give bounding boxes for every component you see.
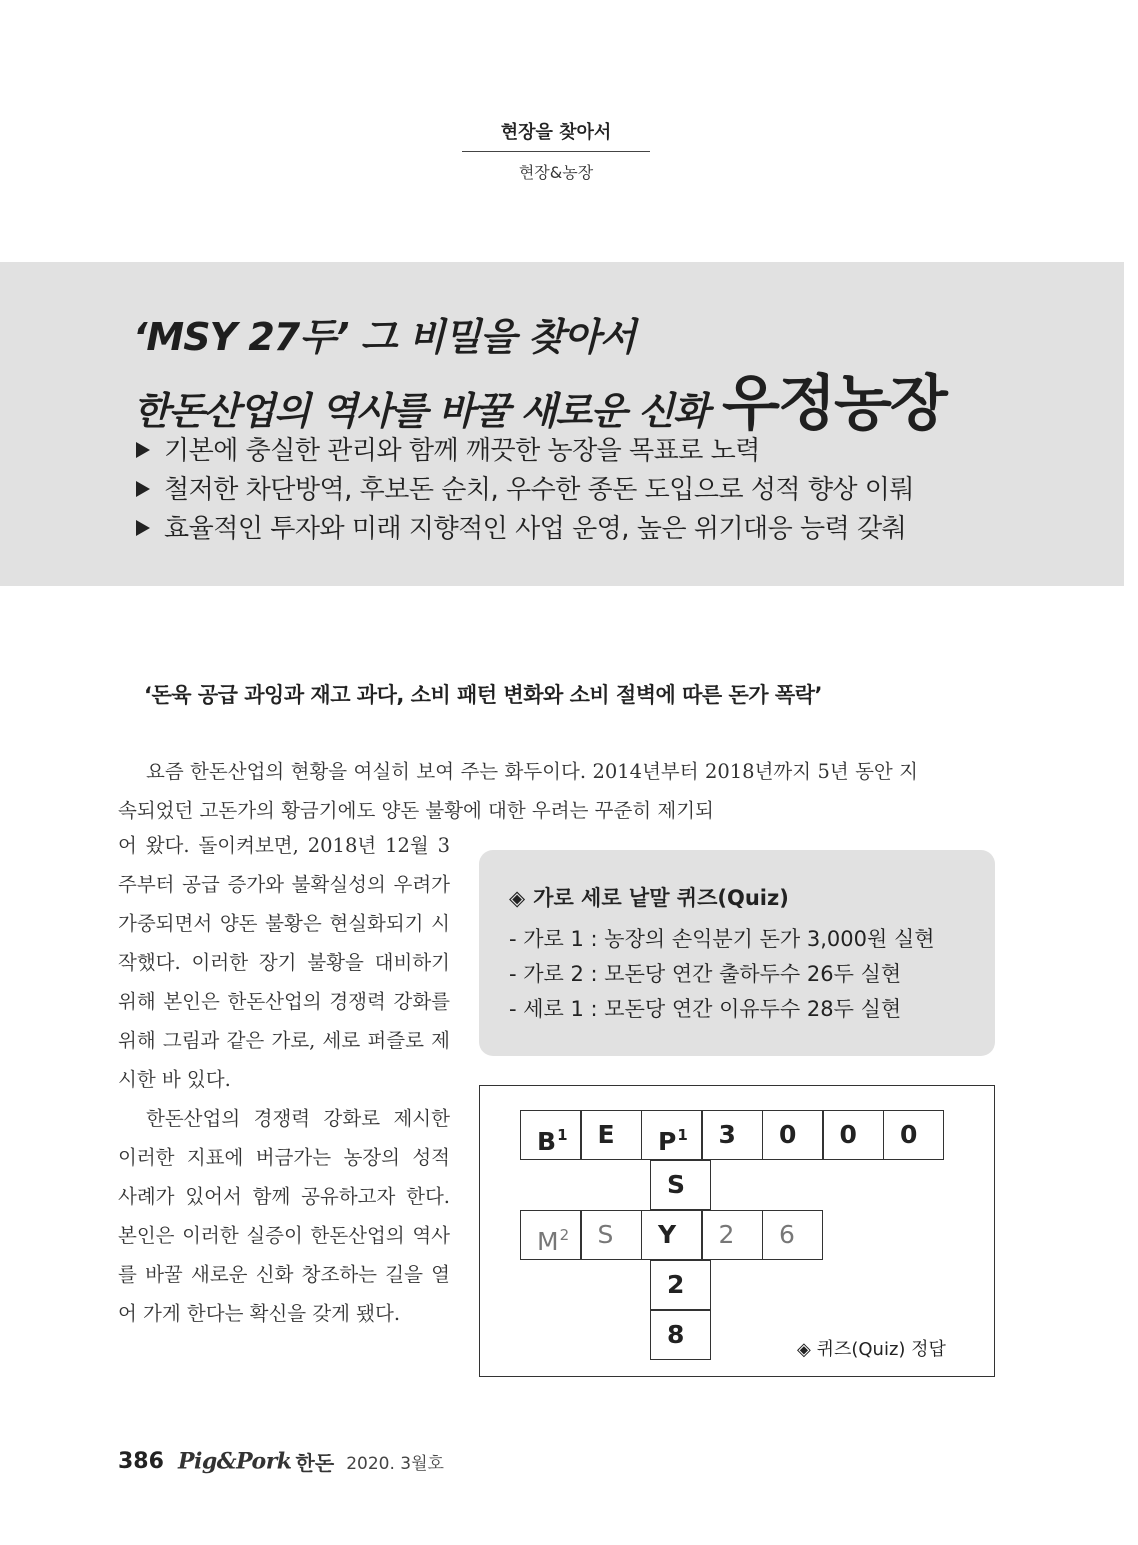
body-paragraph: 어 왔다. 돌이켜보면, 2018년 12월 3주부터 공급 증가와 불확실성의 우려가 가중되면서 양돈 불황은 현실화되기 시작했다. 이러한 장기 불황을 대비하기 위해 본인은 한돈산업의 경쟁력 강화를 위해 그림과 같은 가로, 세로 퍼즐로 제시한 바 있다. xyxy=(118,834,450,1091)
crossword-cell: 0 xyxy=(883,1110,944,1160)
summary-bullets xyxy=(136,432,914,549)
summary-bullet: 효율적인 투자와 미래 지향적인 사업 운영, 높은 위기대응 능력 갖춰 xyxy=(136,510,914,549)
diamond-icon: ◈ xyxy=(509,886,526,910)
crossword-cell: 8 xyxy=(650,1310,711,1360)
quiz-box xyxy=(479,850,995,1056)
sub-headline: ‘돈육 공급 과잉과 재고 과다, 소비 패턴 변화와 소비 절벽에 따른 돈가 폭락’ xyxy=(144,683,822,707)
page-footer xyxy=(118,1447,444,1476)
crossword-cell: 2 xyxy=(650,1260,711,1310)
magazine-logo-korean: 한돈 xyxy=(295,1451,335,1475)
article-title-line1: ‘MSY 27두’ 그 비밀을 찾아서 xyxy=(133,315,636,359)
crossword-cell: $B^1$ xyxy=(520,1110,581,1160)
crossword-cell: 0 xyxy=(762,1110,823,1160)
crossword-cell: S xyxy=(650,1160,711,1210)
quiz-title: ◈ 가로 세로 낱말 퀴즈(Quiz) xyxy=(509,886,789,910)
crossword-cell: E xyxy=(581,1110,642,1160)
crossword-cell: $M^2$ xyxy=(520,1210,581,1260)
quiz-answer-caption: ◈ 퀴즈(Quiz) 정답 xyxy=(797,1339,946,1360)
crossword-cell: $P^1$ xyxy=(641,1110,702,1160)
article-title-line2 xyxy=(133,356,946,442)
triangle-bullet-icon xyxy=(136,442,150,458)
crossword-cell: S xyxy=(581,1210,642,1260)
crossword-cell: 3 xyxy=(702,1110,763,1160)
article-title-lead: 한돈산업의 역사를 바꿀 새로운 신화 xyxy=(133,389,709,433)
quiz-item: - 세로 1 : 모돈당 연간 이유두수 28두 실현 xyxy=(509,997,902,1021)
section-header xyxy=(462,118,650,183)
crossword-cell: 6 xyxy=(762,1210,823,1260)
magazine-logo: Pig&Pork xyxy=(177,1448,292,1475)
issue-date: 2020. 3월호 xyxy=(346,1454,444,1474)
quiz-item: - 가로 2 : 모돈당 연간 출하두수 26두 실현 xyxy=(509,962,902,986)
body-paragraph: 한돈산업의 경쟁력 강화로 제시한 이러한 지표에 버금가는 농장의 성적 사례가 있어서 함께 공유하고자 한다. 본인은 이러한 실증이 한돈산업의 역사를 바꿀 새로운 신화 창조하는 길을 열어 가게 한다는 확신을 갖게 됐다. xyxy=(118,1107,450,1325)
section-title: 현장을 찾아서 xyxy=(462,118,650,152)
crossword-cell: 0 xyxy=(823,1110,884,1160)
summary-bullet: 기본에 충실한 관리와 함께 깨끗한 농장을 목표로 노력 xyxy=(136,432,914,471)
quiz-item: - 가로 1 : 농장의 손익분기 돈가 3,000원 실현 xyxy=(509,927,935,951)
section-subtitle: 현장&농장 xyxy=(518,163,594,182)
triangle-bullet-icon xyxy=(136,481,150,497)
body-paragraph: 요즘 한돈산업의 현황을 여실히 보여 주는 화두이다. 2014년부터 2018년까지 5년 동안 지속되었던 고돈가의 황금기에도 양돈 불황에 대한 우려는 꾸준히 제기되 xyxy=(118,760,918,822)
farm-name: 우정농장 xyxy=(722,369,946,439)
summary-bullet: 철저한 차단방역, 후보돈 순치, 우수한 종돈 도입으로 성적 향상 이뤄 xyxy=(136,471,914,510)
crossword-cell: Y xyxy=(641,1210,702,1260)
body-intro xyxy=(118,752,918,830)
body-column xyxy=(118,826,450,1333)
crossword-cell: 2 xyxy=(702,1210,763,1260)
triangle-bullet-icon xyxy=(136,520,150,536)
page-number: 386 xyxy=(118,1449,164,1474)
